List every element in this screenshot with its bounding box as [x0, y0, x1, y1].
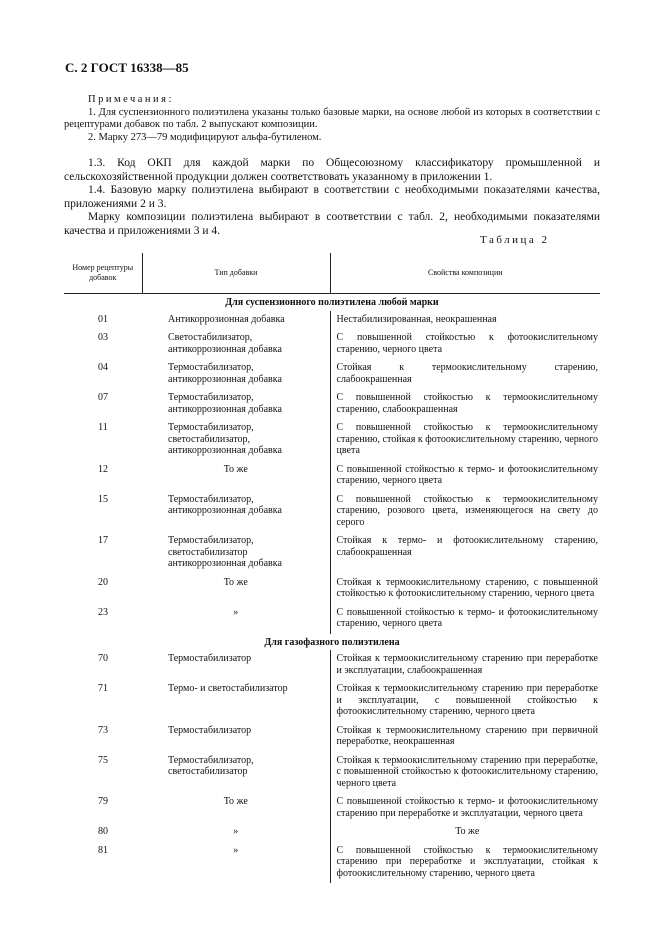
recipe-number-cell: 11 [98, 422, 108, 433]
properties-cell: То же [330, 823, 600, 842]
properties-cell: Стойкая к термоокислительному старению при переработке и эксплуатации, с повышенной стойкостью к фотоокислительному старению, черного цвета [330, 680, 600, 722]
properties-cell: С повышенной стойкостью к термоокислительному старению, слабоокрашенная [330, 389, 600, 419]
additive-type-cell: » [233, 826, 239, 837]
additive-type-cell: » [233, 606, 239, 618]
table-caption: Таблица 2 [480, 234, 550, 246]
table-row [64, 823, 600, 842]
properties-cell: С повышенной стойкостью к термо- и фотоокислительному старению при переработке и эксплуатации, черного цвета [330, 793, 600, 823]
notes-title: Примечания: [88, 94, 174, 105]
properties-cell: Стойкая к термоокислительному старению при переработке и эксплуатации, слабоокрашенная [330, 650, 600, 680]
notes-block [64, 94, 600, 144]
header-recipe-number: Номер рецептуры добавок [64, 253, 142, 294]
table-row [64, 491, 600, 533]
additive-type-cell: Термостабилизатор, светостабилизатор антикоррозионная добавка [168, 535, 282, 569]
note-1: 1. Для суспензионного полиэтилена указаны только базовые марки, на основе любой из которых в соответствии с рецептурами добавок по табл. 2 выпускают композиции. [64, 106, 600, 130]
properties-cell: Нестабилизированная, неокрашенная [330, 311, 600, 330]
table-body [64, 294, 600, 884]
additive-type-cell: Термостабилизатор, светостабилизатор, антикоррозионная добавка [168, 422, 282, 456]
additive-type-cell: То же [223, 796, 248, 807]
recipe-number-cell: 71 [98, 683, 108, 694]
paragraph-composition: Марку композиции полиэтилена выбирают в соответствии с табл. 2, необходимыми показателями качества и приложениями 3 и 4. [64, 211, 600, 237]
properties-cell: С повышенной стойкостью к термоокислительному старению, стойкая к фотоокислительному старению, черного цвета [330, 419, 600, 461]
paragraph-1-4: 1.4. Базовую марку полиэтилена выбирают в соответствии с необходимыми показателями качества, приложениями 2 и 3. [64, 184, 600, 210]
section-title: Для суспензионного полиэтилена любой марки [225, 297, 439, 308]
table-row [64, 574, 600, 604]
table-row [64, 389, 600, 419]
table-row [64, 680, 600, 722]
additive-type-cell: Термостабилизатор, светостабилизатор [168, 754, 254, 777]
recipe-number-cell: 17 [98, 535, 108, 546]
recipe-number-cell: 23 [98, 606, 108, 618]
recipe-number-cell: 20 [98, 576, 108, 588]
recipe-number-cell: 03 [98, 332, 108, 343]
recipe-number-cell: 80 [98, 826, 108, 837]
additive-type-cell: Термостабилизатор [168, 653, 252, 664]
properties-cell: Стойкая к термоокислительному старению, с повышенной стойкостью к фотоокислительному старению, черного цвета [330, 574, 600, 604]
recipe-number-cell: 01 [98, 313, 108, 325]
table-row [64, 311, 600, 330]
table-row [64, 793, 600, 823]
table-row [64, 329, 600, 359]
header-additive-type: Тип добавки [142, 253, 330, 294]
table-row [64, 359, 600, 389]
page-header: С. 2 ГОСТ 16338—85 [65, 60, 189, 75]
properties-cell: Стойкая к термоокислительному старению, слабоокрашенная [330, 359, 600, 389]
table-row [64, 532, 600, 574]
properties-cell: С повышенной стойкостью к термоокислительному старению, розового цвета, изменяющегося на свету до серого [330, 491, 600, 533]
paragraph-1-3: 1.3. Код ОКП для каждой марки по Общесоюзному классификатору промышленной и сельскохозяйственной продукции должен соответствовать указанному в приложении 1. [64, 157, 600, 183]
additive-type-cell: Светостабилизатор, антикоррозионная добавка [168, 332, 282, 355]
properties-cell: С повышенной стойкостью к термо- и фотоокислительному старению, черного цвета [330, 604, 600, 634]
recipe-number-cell: 15 [98, 493, 108, 505]
table-row [64, 461, 600, 491]
recipe-number-cell: 79 [98, 796, 108, 807]
note-2: 2. Марку 273—79 модифицируют альфа-бутиленом. [88, 131, 322, 143]
section-heading-row [64, 294, 600, 311]
properties-cell: Стойкая к термоокислительному старению при первичной переработке, неокрашенная [330, 722, 600, 752]
recipe-number-cell: 70 [98, 653, 108, 664]
additive-type-cell: Термостабилизатор, антикоррозионная добавка [168, 493, 282, 516]
properties-cell: С повышенной стойкостью к термо- и фотоокислительному старению, черного цвета [330, 461, 600, 491]
additive-type-cell: Термостабилизатор [168, 724, 252, 736]
recipe-number-cell: 12 [98, 463, 108, 475]
table-header-row [64, 253, 600, 294]
additive-type-cell: То же [223, 576, 248, 588]
additive-type-cell: Антикоррозионная добавка [168, 313, 285, 325]
properties-cell: С повышенной стойкостью к термоокислительному старению при переработке и эксплуатации, стойкая к фотоокислительному старению, черного цвета [330, 842, 600, 884]
section-heading-row [64, 634, 600, 651]
table-row [64, 752, 600, 794]
recipe-number-cell: 73 [98, 724, 108, 736]
recipe-number-cell: 81 [98, 844, 108, 856]
table-row [64, 419, 600, 461]
additive-type-cell: То же [223, 463, 248, 475]
table-row [64, 604, 600, 634]
body-text [64, 157, 600, 238]
properties-cell: Стойкая к термо- и фотоокислительному старению, слабоокрашенная [330, 532, 600, 574]
additive-type-cell: Термостабилизатор, антикоррозионная добавка [168, 362, 282, 385]
properties-cell: С повышенной стойкостью к фотоокислительному старению, черного цвета [330, 329, 600, 359]
section-title: Для газофазного полиэтилена [264, 636, 400, 648]
table-row [64, 650, 600, 680]
table-row [64, 722, 600, 752]
properties-cell: Стойкая к термоокислительному старению при переработке, с повышенной стойкостью к фотоокислительному старению, черного цвета [330, 752, 600, 794]
recipe-number-cell: 75 [98, 754, 108, 766]
recipe-number-cell: 07 [98, 392, 108, 403]
table-row [64, 842, 600, 884]
additive-type-cell: » [233, 844, 239, 856]
additive-type-cell: Термостабилизатор, антикоррозионная добавка [168, 392, 282, 415]
additive-type-cell: Термо- и светостабилизатор [168, 683, 288, 694]
header-properties: Свойства композиции [330, 253, 600, 294]
additives-table [64, 253, 600, 883]
recipe-number-cell: 04 [98, 362, 108, 373]
